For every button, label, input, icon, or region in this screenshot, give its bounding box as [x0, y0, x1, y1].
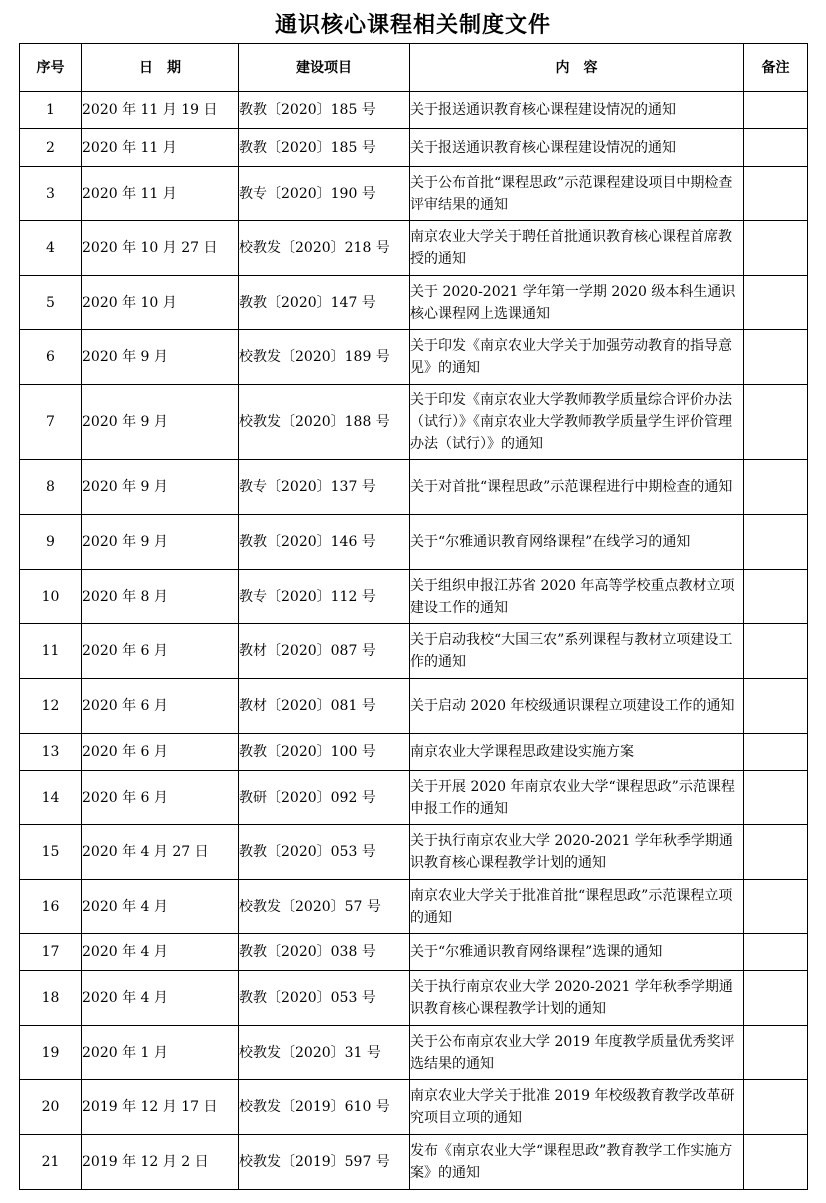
row-number: 12 — [20, 679, 82, 734]
row-date: 2020 年 10 月 — [82, 276, 239, 330]
row-project: 教教〔2020〕185 号 — [239, 92, 410, 129]
table-body — [20, 92, 808, 1190]
row-project: 教教〔2020〕053 号 — [239, 971, 410, 1026]
row-content: 关于组织申报江苏省 2020 年高等学校重点教材立项建设工作的通知 — [410, 570, 744, 624]
table-row — [20, 570, 808, 624]
table-row — [20, 221, 808, 276]
row-date: 2020 年 6 月 — [82, 771, 239, 825]
row-date: 2019 年 12 月 17 日 — [82, 1080, 239, 1135]
column-header-content: 内 容 — [410, 44, 744, 92]
row-number: 3 — [20, 167, 82, 221]
row-note — [744, 971, 808, 1026]
row-number: 20 — [20, 1080, 82, 1135]
row-content: 关于公布南京农业大学 2019 年度教学质量优秀奖评选结果的通知 — [410, 1026, 744, 1080]
row-number: 15 — [20, 825, 82, 880]
row-number: 8 — [20, 460, 82, 515]
row-project: 校教发〔2020〕31 号 — [239, 1026, 410, 1080]
row-content: 南京农业大学关于聘任首批通识教育核心课程首席教授的通知 — [410, 221, 744, 276]
row-project: 教教〔2020〕100 号 — [239, 734, 410, 771]
table-row — [20, 771, 808, 825]
row-date: 2020 年 4 月 — [82, 971, 239, 1026]
row-note — [744, 330, 808, 385]
row-date: 2020 年 11 月 19 日 — [82, 92, 239, 129]
row-content: 关于执行南京农业大学 2020-2021 学年秋季学期通识教育核心课程教学计划的通知 — [410, 825, 744, 880]
row-content: 关于对首批“课程思政”示范课程进行中期检查的通知 — [410, 460, 744, 515]
row-content: 关于启动 2020 年校级通识课程立项建设工作的通知 — [410, 679, 744, 734]
row-number: 11 — [20, 624, 82, 679]
row-content: 关于开展 2020 年南京农业大学“课程思政”示范课程申报工作的通知 — [410, 771, 744, 825]
row-date: 2020 年 9 月 — [82, 330, 239, 385]
row-date: 2020 年 8 月 — [82, 570, 239, 624]
row-project: 教材〔2020〕087 号 — [239, 624, 410, 679]
row-number: 1 — [20, 92, 82, 129]
row-project: 教研〔2020〕092 号 — [239, 771, 410, 825]
row-content: 关于公布首批“课程思政”示范课程建设项目中期检查评审结果的通知 — [410, 167, 744, 221]
row-number: 4 — [20, 221, 82, 276]
row-content: 发布《南京农业大学“课程思政”教育教学工作实施方案》的通知 — [410, 1135, 744, 1190]
table-row — [20, 167, 808, 221]
row-project: 教教〔2020〕185 号 — [239, 129, 410, 167]
row-note — [744, 734, 808, 771]
row-note — [744, 1026, 808, 1080]
table-row — [20, 1026, 808, 1080]
table-row — [20, 92, 808, 129]
row-project: 教专〔2020〕112 号 — [239, 570, 410, 624]
table-row — [20, 624, 808, 679]
row-project: 校教发〔2019〕597 号 — [239, 1135, 410, 1190]
row-date: 2020 年 9 月 — [82, 460, 239, 515]
row-date: 2020 年 6 月 — [82, 679, 239, 734]
row-project: 校教发〔2020〕218 号 — [239, 221, 410, 276]
row-note — [744, 624, 808, 679]
row-number: 14 — [20, 771, 82, 825]
row-number: 2 — [20, 129, 82, 167]
row-content: 关于印发《南京农业大学教师教学质量综合评价办法（试行）》《南京农业大学教师教学质量学生评价管理办法（试行）》的通知 — [410, 385, 744, 460]
row-project: 校教发〔2020〕188 号 — [239, 385, 410, 460]
row-project: 教教〔2020〕147 号 — [239, 276, 410, 330]
row-note — [744, 167, 808, 221]
row-content: 关于报送通识教育核心课程建设情况的通知 — [410, 92, 744, 129]
table-row — [20, 679, 808, 734]
row-number: 9 — [20, 515, 82, 570]
row-note — [744, 385, 808, 460]
row-project: 教教〔2020〕053 号 — [239, 825, 410, 880]
column-header-project: 建设项目 — [239, 44, 410, 92]
row-date: 2020 年 9 月 — [82, 515, 239, 570]
row-content: 关于印发《南京农业大学关于加强劳动教育的指导意见》的通知 — [410, 330, 744, 385]
table-row — [20, 971, 808, 1026]
row-number: 21 — [20, 1135, 82, 1190]
row-number: 10 — [20, 570, 82, 624]
column-header-number: 序号 — [20, 44, 82, 92]
row-note — [744, 221, 808, 276]
row-note — [744, 92, 808, 129]
row-date: 2020 年 10 月 27 日 — [82, 221, 239, 276]
row-date: 2020 年 4 月 — [82, 880, 239, 934]
table-row — [20, 934, 808, 971]
table-row — [20, 825, 808, 880]
row-note — [744, 679, 808, 734]
row-content: 南京农业大学关于批准 2019 年校级教育教学改革研究项目立项的通知 — [410, 1080, 744, 1135]
row-project: 教教〔2020〕038 号 — [239, 934, 410, 971]
row-project: 教专〔2020〕137 号 — [239, 460, 410, 515]
row-number: 17 — [20, 934, 82, 971]
row-number: 18 — [20, 971, 82, 1026]
row-note — [744, 570, 808, 624]
row-number: 5 — [20, 276, 82, 330]
row-number: 6 — [20, 330, 82, 385]
table-row — [20, 276, 808, 330]
row-note — [744, 880, 808, 934]
row-note — [744, 1080, 808, 1135]
row-date: 2020 年 1 月 — [82, 1026, 239, 1080]
row-project: 校教发〔2020〕57 号 — [239, 880, 410, 934]
row-note — [744, 276, 808, 330]
row-note — [744, 825, 808, 880]
row-date: 2019 年 12 月 2 日 — [82, 1135, 239, 1190]
row-project: 教材〔2020〕081 号 — [239, 679, 410, 734]
row-number: 19 — [20, 1026, 82, 1080]
table-row — [20, 1080, 808, 1135]
row-project: 教专〔2020〕190 号 — [239, 167, 410, 221]
row-date: 2020 年 4 月 27 日 — [82, 825, 239, 880]
table-row — [20, 880, 808, 934]
documents-table — [19, 43, 808, 1190]
row-content: 关于启动我校“大国三农”系列课程与教材立项建设工作的通知 — [410, 624, 744, 679]
row-content: 关于“尔雅通识教育网络课程”在线学习的通知 — [410, 515, 744, 570]
column-header-date: 日 期 — [82, 44, 239, 92]
row-content: 关于执行南京农业大学 2020-2021 学年秋季学期通识教育核心课程教学计划的通知 — [410, 971, 744, 1026]
row-date: 2020 年 11 月 — [82, 167, 239, 221]
row-number: 7 — [20, 385, 82, 460]
table-row — [20, 460, 808, 515]
table-row — [20, 385, 808, 460]
row-content: 关于 2020-2021 学年第一学期 2020 级本科生通识核心课程网上选课通知 — [410, 276, 744, 330]
row-content: 关于“尔雅通识教育网络课程”选课的通知 — [410, 934, 744, 971]
row-date: 2020 年 9 月 — [82, 385, 239, 460]
row-number: 16 — [20, 880, 82, 934]
row-project: 教教〔2020〕146 号 — [239, 515, 410, 570]
row-date: 2020 年 11 月 — [82, 129, 239, 167]
row-note — [744, 771, 808, 825]
row-number: 13 — [20, 734, 82, 771]
row-date: 2020 年 6 月 — [82, 734, 239, 771]
table-row — [20, 734, 808, 771]
document-title: 通识核心课程相关制度文件 — [274, 13, 551, 38]
table-row — [20, 330, 808, 385]
row-content: 南京农业大学关于批准首批“课程思政”示范课程立项的通知 — [410, 880, 744, 934]
row-note — [744, 460, 808, 515]
row-note — [744, 129, 808, 167]
table-header-row — [20, 44, 808, 92]
table-row — [20, 515, 808, 570]
row-content: 南京农业大学课程思政建设实施方案 — [410, 734, 744, 771]
row-note — [744, 515, 808, 570]
table-row — [20, 129, 808, 167]
row-note — [744, 1135, 808, 1190]
table-row — [20, 1135, 808, 1190]
row-project: 校教发〔2019〕610 号 — [239, 1080, 410, 1135]
row-date: 2020 年 6 月 — [82, 624, 239, 679]
row-date: 2020 年 4 月 — [82, 934, 239, 971]
row-project: 校教发〔2020〕189 号 — [239, 330, 410, 385]
row-content: 关于报送通识教育核心课程建设情况的通知 — [410, 129, 744, 167]
column-header-note: 备注 — [744, 44, 808, 92]
row-note — [744, 934, 808, 971]
